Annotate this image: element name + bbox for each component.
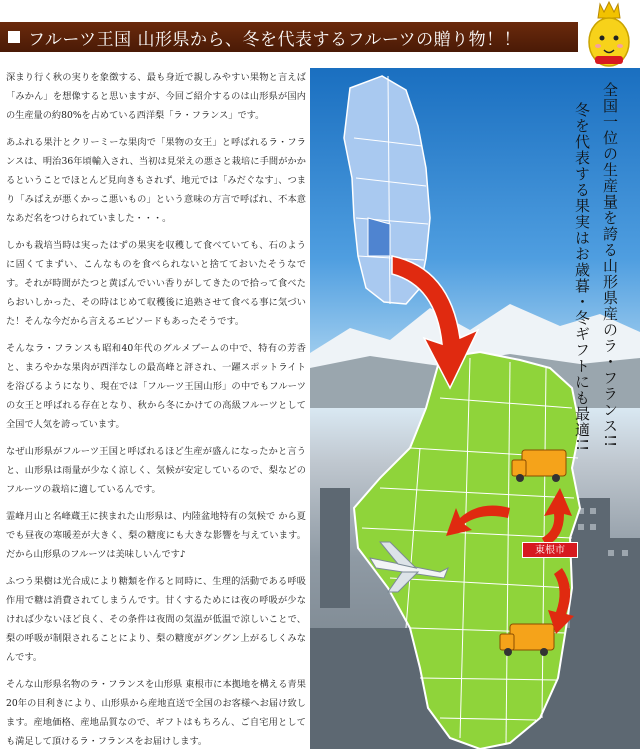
callout-line-1: 全国一位の生産量を誇る山形県産のラ・フランス!! [601, 82, 619, 449]
body-text-column [6, 68, 306, 749]
callout-line-2: 冬を代表する果実はお歳暮・冬ギフトにも最適!! [573, 102, 591, 453]
square-bullet-icon [8, 31, 20, 43]
paragraph: そんなラ・フランスも昭和40年代のグルメブームの中で、特有の芳香と、まろやかな果肉が西洋なしの最高峰と評され、一躍スポットライトを浴びるようになり、現在では「フルーツ王国山形」の中でもフルーツの女王と呼ばれる存在となり、秋から冬にかけての高級フルーツとして全国で人気を誇っています。 [6, 343, 306, 430]
map-illustration [310, 68, 640, 749]
paragraph: ふつう果樹は光合成により糖類を作ると同時に、生理的活動である呼吸作用で糖は消費されてしまうんです。甘くするためには夜の呼吸が少なければ少ないほど良く、その条件は夜間の気温が低温で涼しいことで、梨の呼吸が制限されることにより、梨の糖度がグングン上がるしくみなんです。 [6, 576, 306, 663]
paragraph: 霊峰月山と名峰蔵王に挟まれた山形県は、内陸盆地特有の気候で から夏でも昼夜の寒暖差が大きく、梨の糖度にも大きな影響を与えています。だから山形県のフルーツは美味しいんです♪ [6, 511, 306, 560]
paragraph: なぜ山形県がフルーツ王国と呼ばれるほど生産が盛んになったかと言うと、山形県は雨量が少なく涼しく、気候が安定しているので、梨などのフルーツの栽培に適しているんです。 [6, 446, 306, 495]
higashine-city-label: 東根市 [522, 542, 578, 558]
paragraph: 深まり行く秋の実りを象徴する、最も身近で親しみやすい果物と言えば「みかん」を想像すると思いますが、今回ご紹介するのは山形県が国内の生産量の約80%を占めている西洋梨「ラ・フランス」です。 [6, 72, 306, 121]
page-title: フルーツ王国 山形県から、冬を代表するフルーツの贈り物！！ [28, 29, 522, 50]
header-bar [0, 22, 578, 52]
paragraph: あふれる果汁とクリーミーな果肉で「果物の女王」と呼ばれるラ・フランスは、明治36年頃輸入され、当初は見栄えの悪さと栽培に手間がかかるということでほとんど見向きもされず、地元では「みだぐなす」、つまり「みばえが悪くかっこ悪いもの」という意味の方言で呼ばれ、不本意なあだ名をつけられていました・・・。 [6, 137, 306, 224]
la-france-mascot-icon [578, 0, 640, 70]
paragraph: そんな山形県名物のラ・フランスを山形県 東根市に本拠地を構える青果20年の目利きにより、山形県から産地直送で全国のお客様へお届け致します。産地価格、産地品質なので、ギフトはもちろん、ご自宅用としても満足して頂けるラ・フランスをお届けします。 [6, 679, 306, 747]
paragraph: しかも栽培当時は実ったはずの果実を収穫して食べていても、石のように固くてまずい、こんなものを食べられないと捨てておいたそうなです。それが時間がたつと黄ばんでいい香りがしてきたので拾って食べたらおいしかった、その時はじめて収穫後に追熟させて食べる事に気づいた！そんな今だから言えるエピソードもあったそうです。 [6, 240, 306, 327]
